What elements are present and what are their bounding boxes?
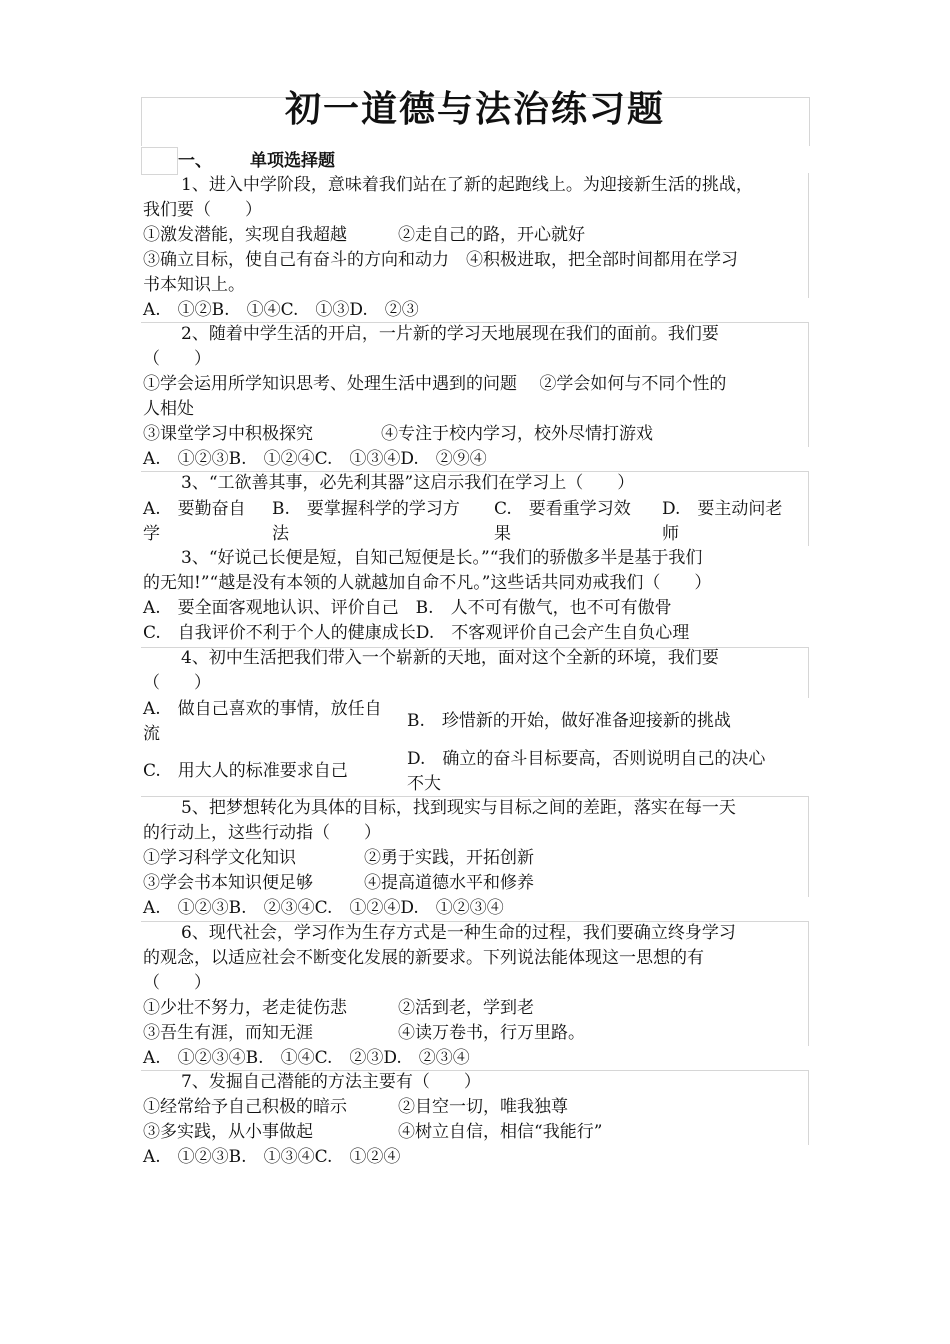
q1-answer-choices: A. ①②B. ①④C. ①③D. ②③ (143, 300, 419, 320)
q5-answer-choices: A. ①②③B. ②③④C. ①②④D. ①②③④ (143, 898, 504, 918)
q4-option-d-line1: D. 确立的奋斗目标要高，否则说明自己的决心 (407, 749, 766, 769)
q3a-option-a-line1: A. 要勤奋自 (143, 499, 246, 519)
q6-stem-line3: （ ） (143, 973, 211, 993)
q6-option-line2: ③吾生有涯，而知无涯 ④读万卷书，行万里路。 (143, 1023, 585, 1043)
q3a-option-a-line2: 学 (143, 524, 160, 544)
q4-option-a-line2: 流 (143, 724, 160, 744)
q7-option-line1: ①经常给予自己积极的暗示 ②目空一切，唯我独尊 (143, 1097, 568, 1117)
q4-option-a (143, 697, 382, 747)
section-number: 一、 (178, 151, 212, 171)
q5-stem-line2: 的行动上，这些行动指（ ） (143, 823, 381, 843)
q2-stem-line1: 2、随着中学生活的开启，一片新的学习天地展现在我们的面前。我们要 (181, 324, 719, 344)
q2-option-line3: ③课堂学习中积极探究 ④专注于校内学习，校外尽情打游戏 (143, 424, 653, 444)
q3a-option-c (494, 497, 631, 547)
q3b-options-ab: A. 要全面客观地认识、评价自己 B. 人不可有傲气，也不可有傲骨 (143, 598, 672, 618)
q3a-option-b-line2: 法 (272, 524, 289, 544)
q6-answer-choices: A. ①②③④B. ①④C. ②③D. ②③④ (143, 1048, 470, 1068)
q1-option-line3: 书本知识上。 (143, 275, 245, 295)
q3a-option-d (662, 497, 782, 547)
q6-stem-line1: 6、现代社会，学习作为生存方式是一种生命的过程，我们要确立终身学习 (181, 923, 736, 943)
q4-option-a-line1: A. 做自己喜欢的事情，放任自 (143, 699, 382, 719)
section-number-cell (141, 147, 178, 175)
q2-stem-line2: （ ） (143, 349, 211, 369)
q5-stem-line1: 5、把梦想转化为具体的目标，找到现实与目标之间的差距，落实在每一天 (181, 798, 736, 818)
section-heading (178, 149, 335, 174)
q3a-option-a (143, 497, 246, 547)
q3a-option-c-line2: 果 (494, 524, 511, 544)
q5-option-line2: ③学会书本知识便足够 ④提高道德水平和修养 (143, 873, 534, 893)
q6-stem-line2: 的观念，以适应社会不断变化发展的新要求。下列说法能体现这一思想的有 (143, 948, 704, 968)
q1-right-border (808, 173, 809, 298)
q1-option-line2: ③确立目标，使自己有奋斗的方向和动力 ④积极进取，把全部时间都用在学习 (143, 250, 738, 270)
q3b-stem-line2: 的无知!”“越是没有本领的人就越加自命不凡。”这些话共同劝戒我们（ ） (143, 573, 712, 593)
q3a-option-d-line1: D. 要主动问老 (662, 499, 783, 519)
q1-stem-line2: 我们要（ ） (143, 200, 262, 220)
q3b-stem-line1: 3、“好说己长便是短，自知己短便是长。”“我们的骄傲多半是基于我们 (181, 548, 703, 568)
q1-option-line1: ①激发潜能，实现自我超越 ②走自己的路，开心就好 (143, 225, 585, 245)
q4-option-d (407, 747, 765, 797)
q6-option-line1: ①少壮不努力，老走徒伤悲 ②活到老，学到老 (143, 998, 534, 1018)
page-title: 初一道德与法治练习题 (284, 88, 665, 130)
q2-option-line1: ①学会运用所学知识思考、处理生活中遇到的问题 ②学会如何与不同个性的 (143, 374, 727, 394)
q2-option-line2: 人相处 (143, 399, 194, 419)
q1-stem-line1: 1、进入中学阶段，意味着我们站在了新的起跑线上。为迎接新生活的挑战， (181, 175, 753, 195)
q3a-option-d-line2: 师 (662, 524, 679, 544)
q4-option-b: B. 珍惜新的开始，做好准备迎接新的挑战 (407, 711, 731, 731)
q4-option-c: C. 用大人的标准要求自己 (143, 761, 348, 781)
q5-option-line1: ①学习科学文化知识 ②勇于实践，开拓创新 (143, 848, 534, 868)
q3a-stem: 3、“工欲善其事，必先利其器”这启示我们在学习上（ ） (181, 473, 635, 493)
q7-stem: 7、发掘自己潜能的方法主要有（ ） (181, 1072, 481, 1092)
q4-stem-line2: （ ） (143, 673, 211, 693)
q3b-options-cd: C. 自我评价不利于个人的健康成长D. 不客观评价自己会产生自负心理 (143, 623, 690, 643)
q4-stem-line1: 4、初中生活把我们带入一个崭新的天地，面对这个全新的环境，我们要 (181, 648, 719, 668)
q7-option-line2: ③多实践，从小事做起 ④树立自信，相信“我能行” (143, 1122, 603, 1142)
q3a-option-b-line1: B. 要掌握科学的学习方 (272, 499, 460, 519)
q2-answer-choices: A. ①②③B. ①②④C. ①③④D. ②⑨④ (143, 449, 487, 469)
q7-answer-choices: A. ①②③B. ①③④C. ①②④ (143, 1147, 401, 1167)
q4-option-d-line2: 不大 (407, 774, 441, 794)
q3a-option-c-line1: C. 要看重学习效 (494, 499, 631, 519)
q3a-option-b (272, 497, 460, 547)
section-label: 单项选择题 (250, 151, 335, 171)
